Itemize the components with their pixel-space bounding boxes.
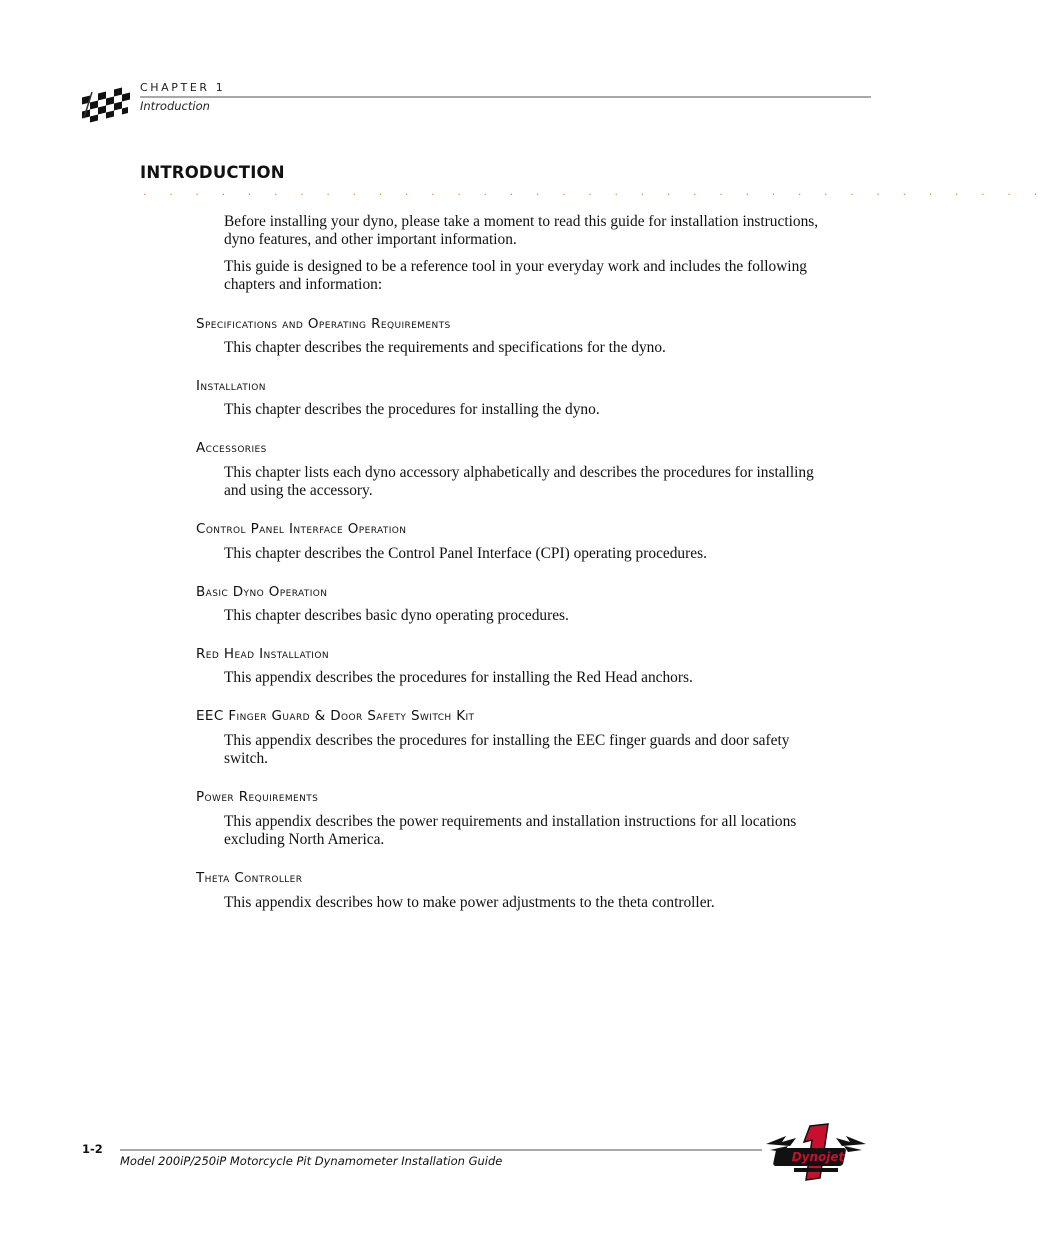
chapter-description: This chapter lists each dyno accessory alphabetically and describes the procedures for installing and using the accessory. <box>224 464 814 499</box>
page-number: 1-2 <box>82 1142 103 1156</box>
chapter-heading: Specifications and Operating Requirements <box>196 316 451 332</box>
chapter-description: This appendix describes the procedures for installing the EEC finger guards and door safety switch. <box>224 732 790 767</box>
intro-paragraph: This guide is designed to be a reference tool in your everyday work and includes the following chapters and information: <box>224 258 807 293</box>
chapter-heading: Installation <box>196 378 266 394</box>
checkered-flag-icon <box>80 74 136 120</box>
dynojet-logo <box>762 1122 870 1182</box>
section-title: INTRODUCTION <box>140 163 285 182</box>
page-header <box>0 0 954 130</box>
chapter-heading: Basic Dyno Operation <box>196 584 328 600</box>
footer-rule <box>120 1149 762 1151</box>
chapter-heading: Control Panel Interface Operation <box>196 521 407 537</box>
chapter-description: This appendix describes how to make power adjustments to the theta controller. <box>224 894 715 911</box>
intro-paragraph: Before installing your dyno, please take a moment to read this guide for installation instructions, dyno features, and other important information. <box>224 213 819 248</box>
dotted-divider: . . . . . . . . . . . . . . . . . . . . . . . . . . . . . . . . . . . <box>143 185 1047 198</box>
chapter-heading: Power Requirements <box>196 789 319 805</box>
chapter-heading: Theta Controller <box>196 870 303 886</box>
chapter-heading: Accessories <box>196 440 267 456</box>
chapter-description: This chapter describes the requirements and specifications for the dyno. <box>224 339 666 356</box>
logo-wordmark: Dynojet <box>791 1150 845 1164</box>
chapter-description: This appendix describes the procedures for installing the Red Head anchors. <box>224 669 693 686</box>
chapter-subtitle: Introduction <box>140 99 210 113</box>
chapter-heading: Red Head Installation <box>196 646 329 662</box>
chapter-label: CHAPTER 1 <box>140 81 226 94</box>
header-rule <box>140 96 871 98</box>
chapter-description: This chapter describes the procedures for installing the dyno. <box>224 401 600 418</box>
chapter-description: This appendix describes the power requirements and installation instructions for all locations excluding North America. <box>224 813 797 848</box>
chapter-description: This chapter describes the Control Panel Interface (CPI) operating procedures. <box>224 545 707 562</box>
chapter-description: This chapter describes basic dyno operating procedures. <box>224 607 569 624</box>
chapter-heading: EEC Finger Guard & Door Safety Switch Kit <box>196 708 475 724</box>
document-title: Model 200iP/250iP Motorcycle Pit Dynamometer Installation Guide <box>120 1154 503 1168</box>
